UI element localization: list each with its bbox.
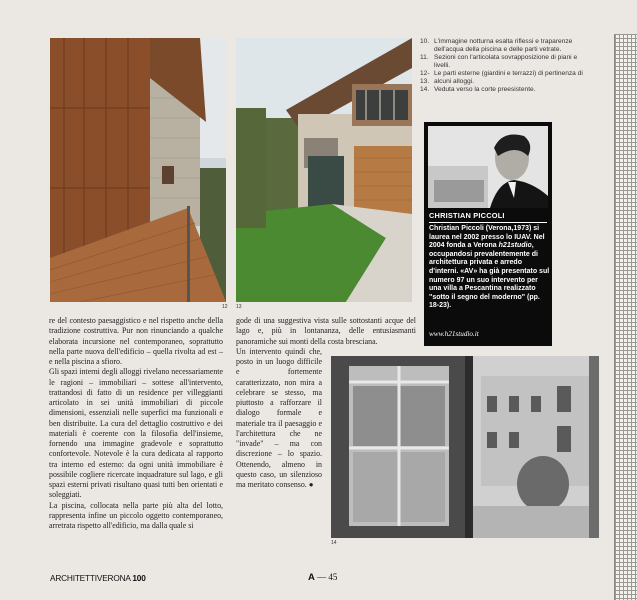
section-letter: A: [308, 572, 315, 583]
studio-website-link[interactable]: www.h21studio.it: [429, 330, 479, 338]
grid-pattern-margin: [614, 34, 637, 600]
magazine-footer: [50, 573, 146, 583]
paragraph: Gli spazi interni degli alloggi rivelano necessariamente le ragioni – immobiliari – sottese all'intervento, trattandosi di fatto di un residence per villeggianti articolato in sei unità immobiliari di piccole dimensioni, essenziali nelle superfici ma funzionali e ben distribuite. La cura del dettaglio costruttivo e dei materiali è coerente con la filosofia dell'insieme, fornendo una immagine gradevole e soprattutto confortevole. Notevole è la cura dedicata al rapporto tra interno ed esterno: da ogni unità immobiliare è possibile cogliere ricercate inquadrature sul lago, e gli spazi esterni privati risultano quasi tutti ben orientati e soleggiati.: [49, 367, 223, 500]
page-number: 45: [328, 572, 338, 582]
caption-item: 11. Sezioni con l'articolata sovrapposizione di piani e livelli.: [420, 54, 578, 69]
figure-number-12: 12: [222, 304, 228, 310]
paragraph: La piscina, collocata nella parte più alta del lotto, rappresenta infine un piccolo oggetto contemporaneo, arretrata rispetto all'edificio, ma dalla quale si: [49, 500, 223, 530]
caption-item: 14. Veduta verso la corte preesistente.: [420, 86, 536, 93]
architect-name: CHRISTIAN PICCOLI: [429, 211, 505, 220]
magazine-title: ARCHITETTIVERONA: [50, 573, 131, 583]
caption-item: 12-13. Le parti esterne (giardini e terrazzi) di pertinenza di alcuni alloggi.: [420, 70, 583, 85]
architect-bio-text: Christian Piccoli (Verona,1973) si laurea nel 2002 presso lo IUAV. Nel 2004 fonda a Verona h21studio, occupandosi prevalentemente di architettura privata e arredo d'interni. «AV» ha già presentato sul numero 97 un suo intervento per una villa a Pescantina realizzato "sotto il segno del moderno" (pp. 18-23).: [429, 225, 550, 310]
page-footer: [308, 572, 337, 583]
footer-dash: —: [317, 572, 327, 582]
figure-number-14: 14: [331, 540, 337, 546]
paragraph: gode di una suggestiva vista sulle sottostanti acque del lago e, più in lontananza, delle entusiasmanti panoramiche sui monti della costa bresciana.: [236, 316, 416, 346]
photo-house-lawn: [236, 38, 412, 302]
architect-portrait-photo: [428, 126, 548, 208]
photo-courtyard-view: [331, 356, 599, 538]
article-column-1: [49, 316, 223, 531]
photo-captions-list: [420, 38, 595, 94]
architect-bio-box: [424, 122, 552, 346]
figure-number-13: 13: [236, 304, 242, 310]
divider: [429, 222, 547, 223]
paragraph: Un intervento quindi che, posto in un luogo difficile e fortemente caratterizzato, non mira a celebrare se stesso, ma piuttosto a rafforzare il dialogo formale e materiale tra il paesaggio e l'architettura che ne "invade" – ma con discrezione – lo spazio. Ottenendo, almeno in questo caso, un silenzioso ma meritato consenso. ●: [236, 346, 322, 489]
photo-wooden-facade-deck: [50, 38, 226, 302]
caption-item: 10. L'immagine notturna esalta riflessi e traparenze dell'acqua della piscina e delle parti vetrate.: [420, 38, 573, 53]
issue-number: 100: [132, 573, 146, 583]
paragraph: re del contesto paesaggistico e nel rispetto anche della tradizione costruttiva. Pur non rinunciando a qualche elaborata incursione nel contemporaneo, soprattutto nella parte nuova dell'edificio – quella rivolta ad est – e nella piscina a sfioro.: [49, 316, 223, 366]
